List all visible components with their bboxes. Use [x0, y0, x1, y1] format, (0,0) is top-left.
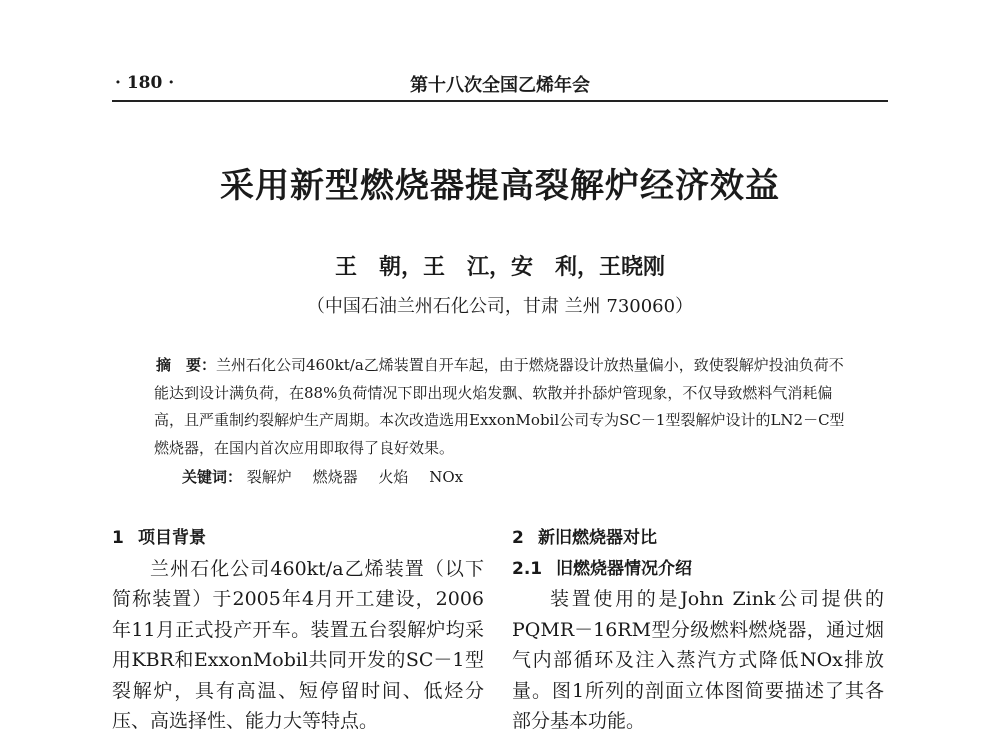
subsection-title: 旧燃烧器情况介绍 [556, 558, 692, 579]
author-list: 王 朝，王 江，安 利，王晓刚 [334, 254, 665, 280]
section-number: 1 [112, 528, 124, 548]
body-paragraph: 装置使用的是John Zink公司提供的PQMR－16RM型分级燃料燃烧器，通过烟气内部循环及注入蒸汽方式降低NOx排放量。图1所列的剖面立体图简要描述了其各部分基本功能。 [512, 588, 884, 732]
keyword: 燃烧器 [312, 468, 358, 486]
body-paragraph: 兰州石化公司460kt/a乙烯装置（以下简称装置）于2005年4月开工建设，2006年11月正式投产开车。装置五台裂解炉均采用KBR和ExxonMobil共同开发的SC－1型裂解炉，具有高温、短停留时间、低烃分压、高选择性、能力大等特点。 [112, 557, 484, 732]
right-column [512, 523, 884, 737]
keyword: NOx [429, 468, 464, 486]
left-column [112, 523, 484, 737]
keyword: 裂解炉 [246, 468, 292, 486]
section-heading [112, 523, 484, 554]
running-header: 第十八次全国乙烯年会 [410, 75, 590, 96]
keywords-label: 关键词： [182, 468, 243, 486]
section-number: 2 [512, 528, 524, 548]
abstract-label: 摘 要： [156, 356, 217, 374]
section-title: 项目背景 [138, 528, 206, 548]
section-title: 新旧燃烧器对比 [538, 528, 657, 548]
page-number: · 180 · [115, 73, 175, 93]
section-heading [512, 523, 884, 554]
header-rule [112, 100, 888, 102]
abstract-text: 兰州石化公司460kt/a乙烯装置自开车起，由于燃烧器设计放热量偏小，致使裂解炉投油负荷不能达到设计满负荷，在88%负荷情况下即出现火焰发飘、软散并扑舔炉管现象，不仅导致燃料气消耗偏高，且严重制约裂解炉生产周期。本次改造选用ExxonMobil公司专为SC－1型裂解炉设计的LN2－C型燃烧器，在国内首次应用即取得了良好效果。 [154, 356, 845, 457]
affiliation: （中国石油兰州石化公司，甘肃 兰州 730060） [306, 296, 694, 317]
abstract [154, 352, 854, 462]
keywords [182, 466, 479, 487]
subsection-number: 2.1 [512, 558, 543, 579]
subsection-heading [512, 554, 884, 585]
keyword: 火焰 [378, 468, 409, 486]
article-title: 采用新型燃烧器提高裂解炉经济效益 [220, 166, 780, 206]
